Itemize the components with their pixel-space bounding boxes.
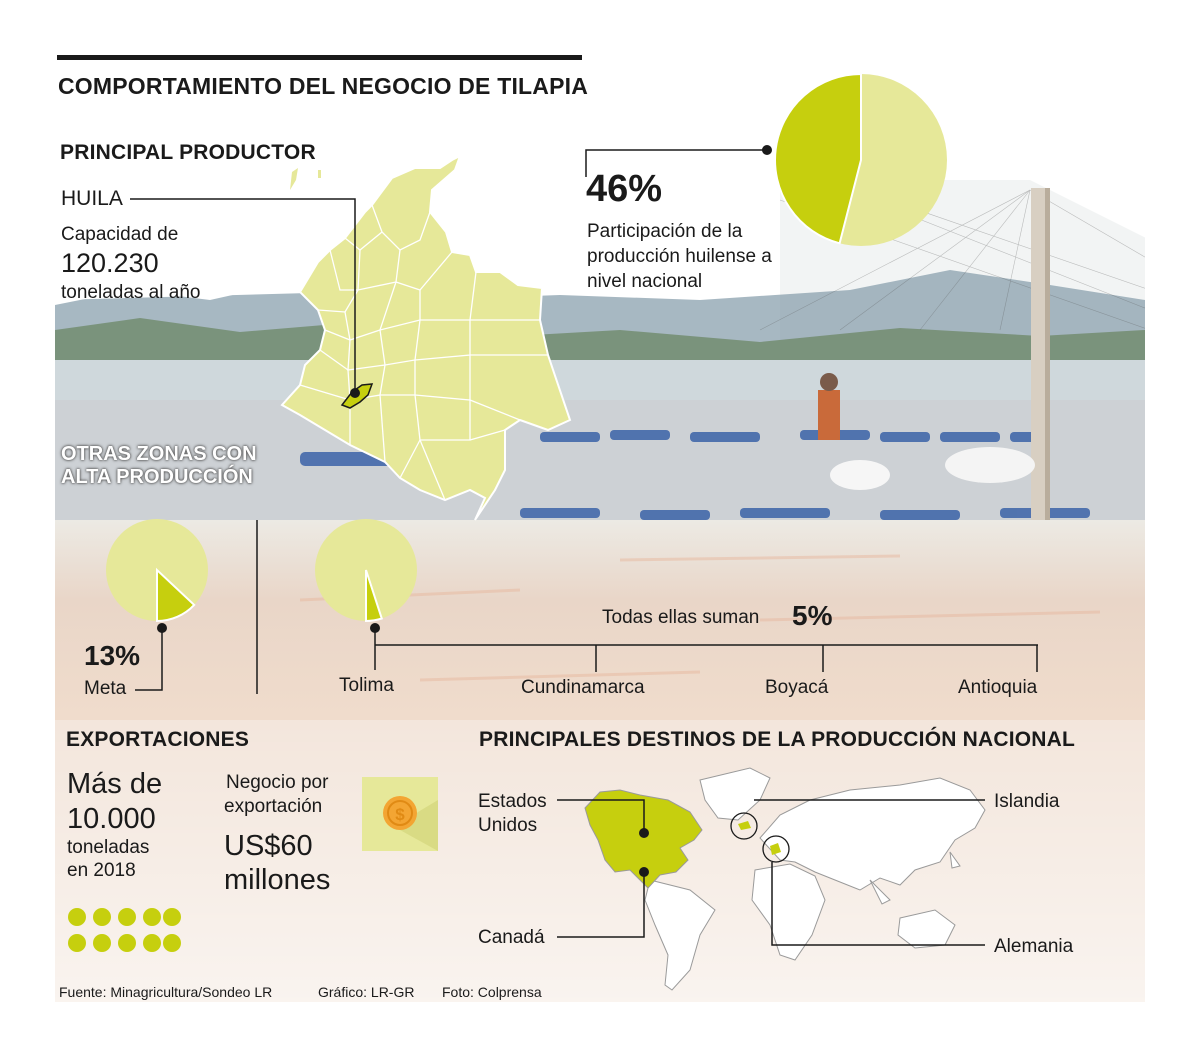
capacity-value: 120.230 — [61, 248, 159, 278]
otras-heading-line1: OTRAS ZONAS CON — [61, 443, 257, 465]
credit-grafico: Gráfico: LR-GR — [318, 984, 415, 1000]
dest-islandia: Islandia — [994, 791, 1060, 812]
business-value1: US$60 — [224, 830, 313, 862]
region-boyaca: Boyacá — [765, 677, 829, 698]
capacity-label: Capacidad de — [61, 224, 179, 245]
dest-us-line2: Unidos — [478, 815, 538, 836]
dest-alemania: Alemania — [994, 936, 1074, 957]
business-value2: millones — [224, 864, 331, 896]
region-antioquia: Antioquia — [958, 677, 1038, 698]
dest-canada: Canadá — [478, 927, 545, 948]
participacion-line3: nivel nacional — [587, 271, 703, 292]
otras-heading-line2: ALTA PRODUCCIÓN — [61, 466, 253, 488]
svg-text:$: $ — [395, 805, 405, 824]
credit-fuente: Fuente: Minagricultura/Sondeo LR — [59, 984, 273, 1000]
credit-foto: Foto: Colprensa — [442, 984, 542, 1000]
sum-label: Todas ellas suman — [602, 607, 760, 628]
capacity-unit: toneladas al año — [61, 282, 201, 303]
export-line1: Más de — [67, 768, 163, 800]
destinos-heading: PRINCIPALES DESTINOS DE LA PRODUCCIÓN NACIONAL — [479, 728, 1076, 751]
export-line2: 10.000 — [67, 803, 156, 835]
meta-label: Meta — [84, 678, 127, 699]
participacion-line2: producción huilense a — [587, 246, 772, 267]
region-label: HUILA — [61, 187, 123, 210]
participacion-line1: Participación de la — [587, 221, 743, 242]
iceland-region — [738, 821, 751, 830]
region-tolima: Tolima — [339, 675, 394, 696]
export-line3: toneladas — [67, 837, 150, 858]
business-line2: exportación — [224, 796, 323, 817]
region-cundinamarca: Cundinamarca — [521, 677, 645, 698]
business-line1: Negocio por — [226, 772, 329, 793]
productor-heading: PRINCIPAL PRODUCTOR — [60, 141, 316, 164]
participacion-value: 46% — [586, 168, 663, 210]
dest-us-line1: Estados — [478, 791, 547, 812]
page-title: COMPORTAMIENTO DEL NEGOCIO DE TILAPIA — [58, 73, 589, 99]
exportaciones-heading: EXPORTACIONES — [66, 728, 250, 751]
sum-value: 5% — [792, 600, 833, 631]
export-line4: en 2018 — [67, 860, 136, 881]
meta-value: 13% — [84, 640, 141, 671]
